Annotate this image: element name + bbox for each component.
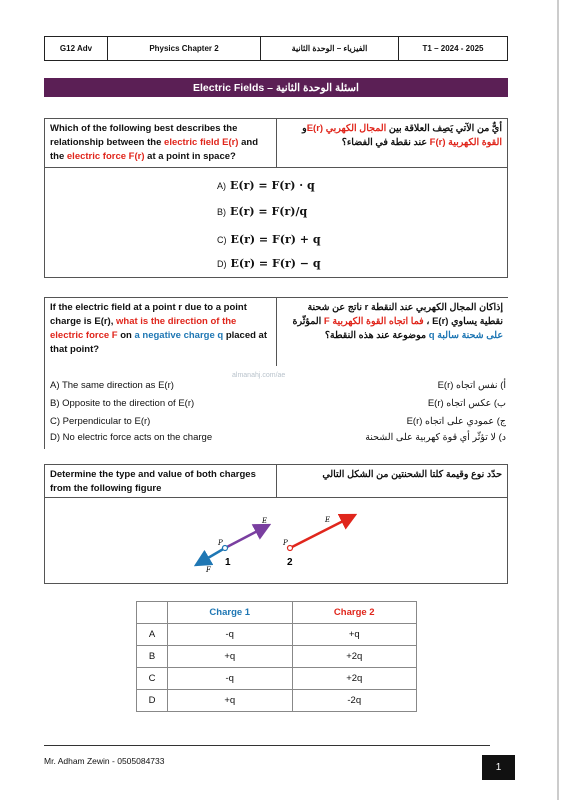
question-1 — [44, 118, 508, 278]
table-row[interactable] — [137, 668, 417, 690]
watermark: almanahj.com/ae — [232, 372, 286, 379]
point-p-1 — [223, 546, 228, 551]
q2-option-c-en[interactable]: C) Perpendicular to E(r) — [50, 416, 151, 427]
cell-charge1: +q — [168, 690, 293, 712]
charges-figure — [185, 505, 375, 577]
q1-english: Which of the following best describes the relationship between the electric field E(r) and the electric force F(r) at a point in space? — [45, 119, 277, 167]
row-label: D — [137, 690, 168, 712]
q2-english: If the electric field at a point r due to a point charge is E(r), what is the direction of the electric force F on a negative charge q placed at that point? — [45, 298, 277, 366]
point-p-2 — [288, 546, 293, 551]
q1-arabic: أيٌّ من الآتي يَصِف العلاقة بين المجال الكهربي E(r)و القوة الكهربية F(r) عند نقطة في الفضاء؟ — [302, 123, 502, 148]
header-subject-en: Physics Chapter 2 — [108, 37, 261, 60]
q3-english: Determine the type and value of both charges from the following figure — [45, 465, 277, 497]
header-subject-ar: الفيزياء – الوحدة الثانية — [261, 37, 399, 60]
q2-option-b-ar[interactable]: ب) عكس اتجاه E(r) — [427, 398, 506, 409]
table-row[interactable] — [137, 624, 417, 646]
header-table — [44, 36, 508, 61]
q3-arabic: حدّد نوع وقيمة كلتا الشحنتين من الشكل التالي — [322, 469, 502, 480]
label-charge-2: 2 — [287, 557, 293, 568]
q2-option-b-en[interactable]: B) Opposite to the direction of E(r) — [50, 398, 195, 409]
q1-option-c[interactable]: C) E(r) = F(r) + q — [217, 233, 321, 246]
table-row[interactable] — [137, 690, 417, 712]
label-p-2: P — [283, 539, 288, 547]
footer-author: Mr. Adham Zewin - 0505084733 — [44, 756, 165, 766]
footer-divider — [44, 745, 490, 746]
cell-charge2: +2q — [292, 668, 417, 690]
force-arrow-1 — [196, 548, 225, 565]
label-e-2: E — [325, 516, 331, 524]
label-e-1: E — [262, 517, 268, 525]
field-arrow-2 — [290, 515, 355, 548]
cell-charge1: -q — [168, 624, 293, 646]
q1-option-d[interactable]: D) E(r) = F(r) − q — [217, 257, 321, 270]
row-label: C — [137, 668, 168, 690]
label-charge-1: 1 — [225, 557, 231, 568]
table-header-charge1: Charge 1 — [168, 602, 293, 624]
q2-option-a-en[interactable]: A) The same direction as E(r) — [50, 380, 174, 391]
page-edge — [557, 0, 559, 800]
table-row[interactable] — [137, 646, 417, 668]
row-label: B — [137, 646, 168, 668]
cell-charge2: -2q — [292, 690, 417, 712]
label-f-1: F — [206, 566, 211, 574]
table-header-row — [137, 602, 417, 624]
row-label: A — [137, 624, 168, 646]
q2-option-d-ar[interactable]: د) لا تؤثّر أي قوة كهربية على الشحنة — [365, 432, 506, 443]
q1-option-a[interactable]: A) E(r) = F(r) · q — [217, 179, 315, 192]
page-number: 1 — [482, 755, 515, 780]
q2-option-d-en[interactable]: D) No electric force acts on the charge — [50, 432, 213, 443]
header-term: T1 – 2024 - 2025 — [422, 44, 484, 53]
field-arrow-1 — [225, 525, 269, 548]
answer-table — [136, 601, 417, 712]
q2-option-a-ar[interactable]: أ) نفس اتجاه E(r) — [437, 380, 506, 391]
table-header-charge2: Charge 2 — [292, 602, 417, 624]
cell-charge1: -q — [168, 668, 293, 690]
header-class: G12 Adv — [45, 37, 108, 60]
q2-option-c-ar[interactable]: ج) عمودي على اتجاه E(r) — [406, 416, 506, 427]
cell-charge1: +q — [168, 646, 293, 668]
cell-charge2: +2q — [292, 646, 417, 668]
cell-charge2: +q — [292, 624, 417, 646]
q1-option-b[interactable]: B) E(r) = F(r)/q — [217, 205, 308, 218]
q2-arabic: إذاكان المجال الكهربي عند النقطة r ناتج عن شحنة نقطية يساوي E(r) ، فما اتجاه القوة الكهربية F المؤثّرة على شحنة سالبة q موضوعة عند هذه النقطة؟ — [292, 302, 503, 341]
title-band: Electric Fields – اسئلة الوحدة الثانية — [44, 78, 508, 97]
label-p-1: P — [218, 539, 223, 547]
table-header-empty — [137, 602, 168, 624]
